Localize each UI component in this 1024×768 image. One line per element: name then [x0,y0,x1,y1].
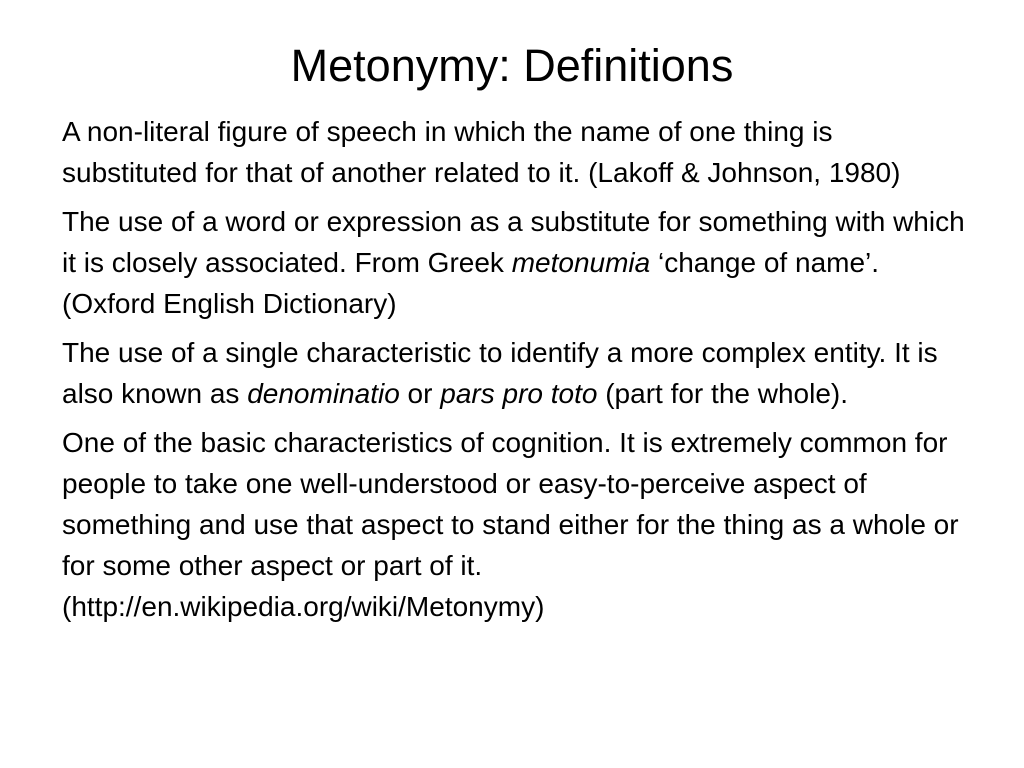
definition-text: (part for the whole). [597,378,849,409]
definition-lakoff-johnson [62,111,967,193]
greek-term: metonumia [511,247,651,278]
definition-text: ‘change of name’. (Oxford English Dictionary) [62,247,880,319]
definitions-list [62,111,967,635]
slide-title: Metonymy: Definitions [290,40,734,91]
definition-text: The use of a word or expression as a substitute for something with which it is closely associated. From Greek [62,206,965,278]
definition-text: The use of a single characteristic to identify a more complex entity. It is also known as [62,337,938,409]
latin-term-denominatio: denominatio [247,378,400,409]
definition-wikipedia [62,422,967,627]
definition-text: or [399,378,441,409]
latin-term-pars-pro-toto: pars pro toto [440,378,598,409]
definition-text: A non-literal figure of speech in which the name of one thing is substituted for that of another related to it. (Lakoff & Johnson, 1980) [62,116,901,188]
definition-oed [62,201,967,324]
definition-single-characteristic [62,332,967,414]
definition-text: One of the basic characteristics of cognition. It is extremely common for people to take one well-understood or easy-to-perceive aspect of something and use that aspect to stand either for the thing as a whole or for some other aspect or part of it. (http://en.wikipedia.org/wiki/Metonymy) [62,427,959,622]
